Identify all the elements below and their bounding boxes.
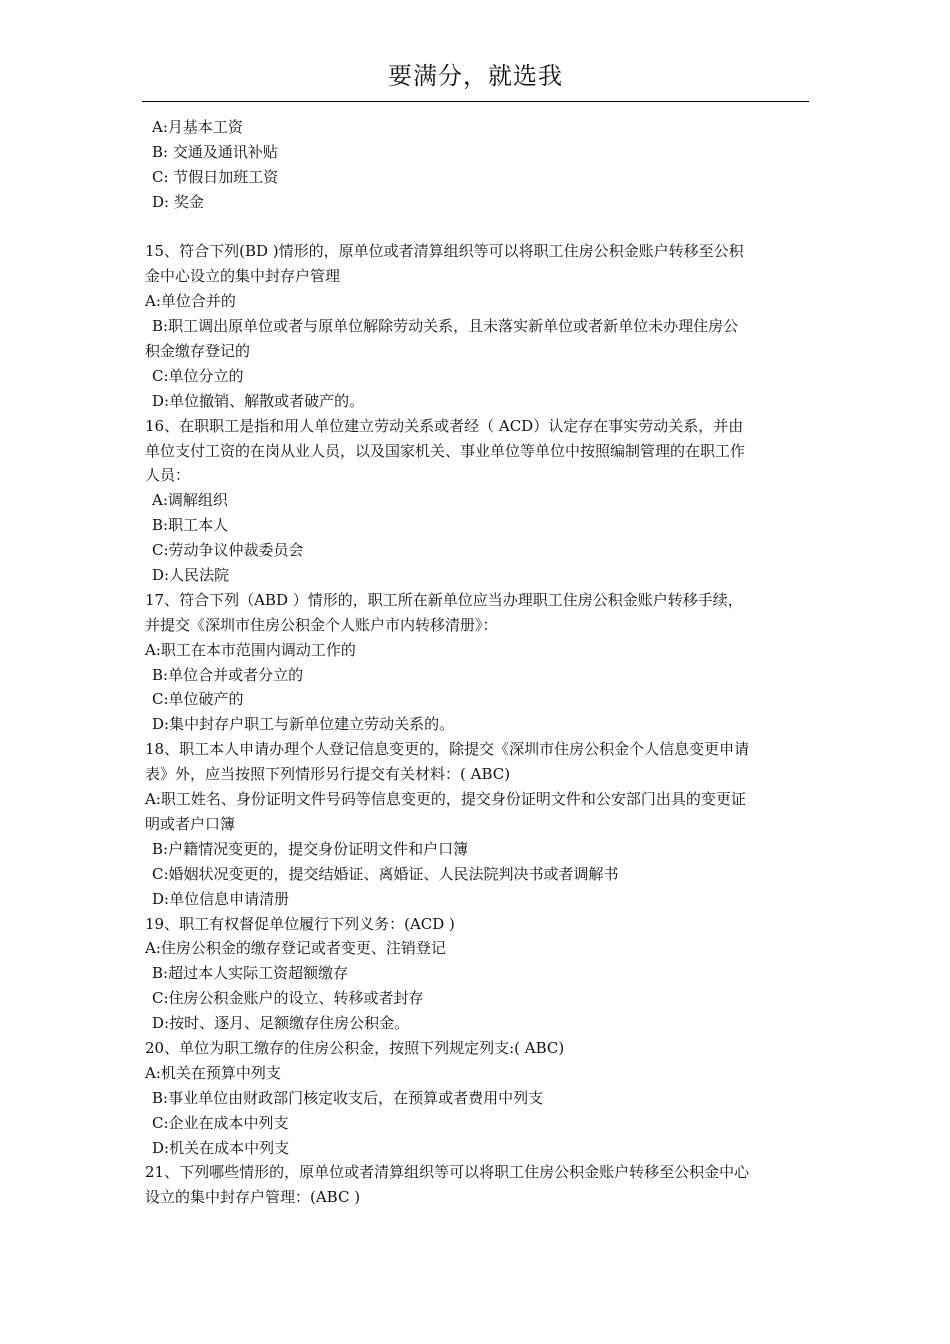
question-16-cont: 单位支付工资的在岗从业人员，以及国家机关、事业单位等单位中按照编制管理的在职工作 [145,441,746,460]
question-21-cont: 设立的集中封存户管理：(ABC ) [145,1188,361,1207]
option-line: C: 节假日加班工资 [152,167,279,186]
option-line: B:职工调出原单位或者与原单位解除劳动关系，且未落实新单位或者新单位未办理住房公 [152,317,739,336]
option-line: D:按时、逐月、足额缴存住房公积金。 [152,1014,410,1033]
question-16-cont: 人员： [145,466,191,485]
option-line: D:单位撤销、解散或者破产的。 [152,391,365,410]
option-line: B: 交通及通讯补贴 [152,142,278,161]
option-line-cont: 明或者户口簿 [145,814,236,833]
question-20: 20、单位为职工缴存的住房公积金，按照下列规定列支:( ABC) [145,1038,565,1057]
option-line: C:单位破产的 [152,690,244,709]
option-line: B:职工本人 [152,516,229,535]
option-line: B:单位合并或者分立的 [152,665,304,684]
option-line: B:户籍情况变更的，提交身份证明文件和户口簿 [152,839,469,858]
blank-line [145,215,810,240]
option-line: C:劳动争议仲裁委员会 [152,541,304,560]
option-line: A:职工在本市范围内调动工作的 [145,640,356,659]
option-line: B:超过本人实际工资超额缴存 [152,964,349,983]
option-line: D:机关在成本中列支 [152,1138,290,1157]
option-line: A:调解组织 [152,491,228,510]
question-15: 15、符合下列(BD )情形的，原单位或者清算组织等可以将职工住房公积金账户转移至公积 [145,242,744,261]
option-line: A:住房公积金的缴存登记或者变更、注销登记 [145,939,446,958]
document-body [145,115,810,1210]
question-19: 19、职工有权督促单位履行下列义务：(ACD ) [145,914,455,933]
question-15-cont: 金中心设立的集中封存户管理 [145,267,341,286]
option-line: C:单位分立的 [152,366,244,385]
question-21: 21、下列哪些情形的，原单位或者清算组织等可以将职工住房公积金账户转移至公积金中心 [145,1163,750,1182]
option-line: D: 奖金 [152,192,204,211]
option-line: A:职工姓名、身份证明文件号码等信息变更的，提交身份证明文件和公安部门出具的变更证 [145,790,746,809]
option-line: D:人民法院 [152,566,230,585]
option-line: A:月基本工资 [152,118,243,136]
option-line: C:企业在成本中列支 [152,1113,289,1132]
question-17-cont: 并提交《深圳市住房公积金个人账户市内转移清册》： [145,615,498,634]
option-line: B:事业单位由财政部门核定收支后，在预算或者费用中列支 [152,1088,544,1107]
header-divider [142,101,809,102]
option-line: C:住房公积金账户的设立、转移或者封存 [152,989,424,1008]
option-line: D:单位信息申请清册 [152,889,290,908]
question-17: 17、符合下列（ABD ）情形的，职工所在新单位应当办理职工住房公积金账户转移手续， [145,590,743,609]
option-line: A:单位合并的 [145,292,236,311]
option-line-cont: 积金缴存登记的 [145,342,251,361]
option-line: C:婚姻状况变更的，提交结婚证、离婚证、人民法院判决书或者调解书 [152,864,619,883]
question-18-cont: 表》外，应当按照下列情形另行提交有关材料：( ABC) [145,765,511,784]
question-16: 16、在职职工是指和用人单位建立劳动关系或者经（ ACD）认定存在事实劳动关系，并由 [145,416,744,435]
page-header-title: 要满分，就选我 [388,62,563,90]
option-line: D:集中封存户职工与新单位建立劳动关系的。 [152,715,455,734]
option-line: A:机关在预算中列支 [145,1063,281,1082]
question-18: 18、职工本人申请办理个人登记信息变更的，除提交《深圳市住房公积金个人信息变更申请 [145,740,750,759]
